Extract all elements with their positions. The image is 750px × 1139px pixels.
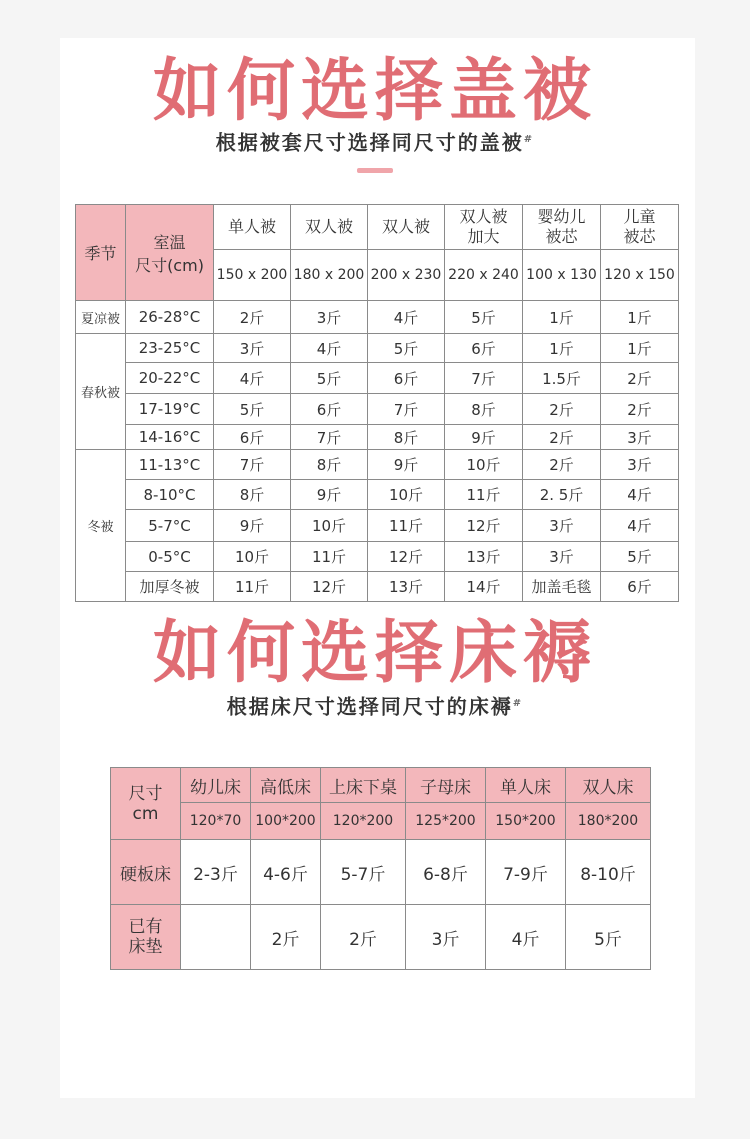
- weight-cell: 10斤: [368, 480, 445, 510]
- weight-cell: 加盖毛毯: [523, 572, 601, 602]
- weight-cell: 2斤: [251, 905, 321, 970]
- temp-cell: 0-5°C: [126, 542, 214, 572]
- weight-cell: 1斤: [523, 334, 601, 363]
- weight-cell: 5斤: [566, 905, 651, 970]
- column-header: 婴幼儿 被芯: [523, 205, 601, 250]
- column-size: 125*200: [406, 803, 486, 840]
- quilt-section-subtitle: [0, 126, 750, 157]
- weight-cell: 6-8斤: [406, 840, 486, 905]
- weight-cell: 7斤: [291, 425, 368, 450]
- weight-cell: 11斤: [291, 542, 368, 572]
- weight-cell: 2-3斤: [181, 840, 251, 905]
- weight-cell: 3斤: [523, 542, 601, 572]
- table-row: [76, 394, 679, 425]
- column-size: 200 x 230: [368, 250, 445, 301]
- table-row: [76, 542, 679, 572]
- weight-cell: 9斤: [214, 510, 291, 542]
- weight-cell: 9斤: [291, 480, 368, 510]
- table-row: [76, 363, 679, 394]
- weight-cell: 2斤: [601, 363, 679, 394]
- weight-cell: 1斤: [523, 301, 601, 334]
- table-row: [111, 905, 651, 970]
- header-size-label: 尺寸 cm: [111, 768, 181, 840]
- weight-cell: 6斤: [368, 363, 445, 394]
- row-label: 已有 床垫: [111, 905, 181, 970]
- weight-cell: [181, 905, 251, 970]
- weight-cell: 1斤: [601, 334, 679, 363]
- weight-cell: 8斤: [291, 450, 368, 480]
- weight-cell: 5斤: [368, 334, 445, 363]
- temp-cell: 26-28°C: [126, 301, 214, 334]
- weight-cell: 13斤: [445, 542, 523, 572]
- column-size: 150 x 200: [214, 250, 291, 301]
- weight-cell: 1.5斤: [523, 363, 601, 394]
- weight-cell: 8-10斤: [566, 840, 651, 905]
- weight-cell: 4斤: [214, 363, 291, 394]
- column-size: 100*200: [251, 803, 321, 840]
- table-row: [76, 334, 679, 363]
- table-row: [76, 510, 679, 542]
- temp-cell: 20-22°C: [126, 363, 214, 394]
- weight-cell: 3斤: [291, 301, 368, 334]
- mattress-subtitle-mark: #: [512, 698, 524, 709]
- column-header: 双人被 加大: [445, 205, 523, 250]
- table-row: [76, 572, 679, 602]
- header-temp: 室温: [153, 232, 186, 252]
- weight-cell: 13斤: [368, 572, 445, 602]
- temp-cell: 23-25°C: [126, 334, 214, 363]
- column-header: 儿童 被芯: [601, 205, 679, 250]
- mattress-section-title: 如何选择床褥: [152, 614, 597, 693]
- weight-cell: 11斤: [214, 572, 291, 602]
- weight-cell: 6斤: [445, 334, 523, 363]
- weight-cell: 5斤: [445, 301, 523, 334]
- weight-cell: 7斤: [214, 450, 291, 480]
- column-header: 单人床: [486, 768, 566, 803]
- quilt-subtitle-text: 根据被套尺寸选择同尺寸的盖被: [215, 130, 524, 155]
- weight-cell: 6斤: [291, 394, 368, 425]
- column-header: 双人被: [291, 205, 368, 250]
- title-divider: [357, 168, 393, 173]
- weight-cell: 11斤: [445, 480, 523, 510]
- temp-cell: 17-19°C: [126, 394, 214, 425]
- weight-cell: 3斤: [523, 510, 601, 542]
- column-header: 上床下桌: [321, 768, 406, 803]
- weight-cell: 5斤: [291, 363, 368, 394]
- weight-cell: 6斤: [601, 572, 679, 602]
- weight-cell: 8斤: [445, 394, 523, 425]
- table-row: [76, 301, 679, 334]
- weight-cell: 12斤: [445, 510, 523, 542]
- weight-cell: 4斤: [291, 334, 368, 363]
- weight-cell: 2斤: [321, 905, 406, 970]
- column-size: 120*70: [181, 803, 251, 840]
- table-row: [76, 425, 679, 450]
- weight-cell: 2斤: [523, 425, 601, 450]
- weight-cell: 10斤: [445, 450, 523, 480]
- column-header: 双人床: [566, 768, 651, 803]
- header-size: 尺寸(cm): [135, 255, 204, 275]
- mattress-subtitle-text: 根据床尺寸选择同尺寸的床褥: [226, 694, 513, 719]
- column-size: 180*200: [566, 803, 651, 840]
- weight-cell: 1斤: [601, 301, 679, 334]
- row-label: 硬板床: [111, 840, 181, 905]
- weight-cell: 10斤: [291, 510, 368, 542]
- weight-cell: 11斤: [368, 510, 445, 542]
- weight-cell: 9斤: [445, 425, 523, 450]
- weight-cell: 14斤: [445, 572, 523, 602]
- weight-cell: 4斤: [601, 480, 679, 510]
- weight-cell: 3斤: [601, 425, 679, 450]
- weight-cell: 2斤: [214, 301, 291, 334]
- temp-cell: 加厚冬被: [126, 572, 214, 602]
- weight-cell: 2. 5斤: [523, 480, 601, 510]
- weight-cell: 9斤: [368, 450, 445, 480]
- mattress-section-subtitle: [0, 690, 750, 721]
- quilt-weight-table: [75, 204, 679, 602]
- weight-cell: 12斤: [368, 542, 445, 572]
- column-size: 150*200: [486, 803, 566, 840]
- weight-cell: 7斤: [445, 363, 523, 394]
- weight-cell: 8斤: [368, 425, 445, 450]
- column-header: 双人被: [368, 205, 445, 250]
- weight-cell: 2斤: [523, 394, 601, 425]
- column-size: 180 x 200: [291, 250, 368, 301]
- weight-cell: 6斤: [214, 425, 291, 450]
- weight-cell: 3斤: [406, 905, 486, 970]
- weight-cell: 5-7斤: [321, 840, 406, 905]
- weight-cell: 5斤: [214, 394, 291, 425]
- mattress-weight-table: [110, 767, 651, 970]
- weight-cell: 4-6斤: [251, 840, 321, 905]
- weight-cell: 3斤: [601, 450, 679, 480]
- column-size: 120*200: [321, 803, 406, 840]
- weight-cell: 8斤: [214, 480, 291, 510]
- temp-cell: 5-7°C: [126, 510, 214, 542]
- column-size: 100 x 130: [523, 250, 601, 301]
- header-season: 季节: [76, 205, 126, 301]
- season-label: 夏凉被: [76, 301, 126, 334]
- column-header: 幼儿床: [181, 768, 251, 803]
- weight-cell: 4斤: [601, 510, 679, 542]
- column-header: 子母床: [406, 768, 486, 803]
- weight-cell: 4斤: [368, 301, 445, 334]
- weight-cell: 4斤: [486, 905, 566, 970]
- temp-cell: 11-13°C: [126, 450, 214, 480]
- weight-cell: 7斤: [368, 394, 445, 425]
- weight-cell: 7-9斤: [486, 840, 566, 905]
- season-label: 春秋被: [76, 334, 126, 450]
- temp-cell: 8-10°C: [126, 480, 214, 510]
- season-label: 冬被: [76, 450, 126, 602]
- quilt-section-title: 如何选择盖被: [152, 52, 597, 131]
- column-size: 220 x 240: [445, 250, 523, 301]
- weight-cell: 10斤: [214, 542, 291, 572]
- table-row: [76, 450, 679, 480]
- temp-cell: 14-16°C: [126, 425, 214, 450]
- weight-cell: 12斤: [291, 572, 368, 602]
- column-header: 高低床: [251, 768, 321, 803]
- table-row: [111, 840, 651, 905]
- weight-cell: 2斤: [523, 450, 601, 480]
- weight-cell: 2斤: [601, 394, 679, 425]
- table-row: [76, 480, 679, 510]
- quilt-subtitle-mark: #: [523, 134, 535, 145]
- column-header: 单人被: [214, 205, 291, 250]
- weight-cell: 3斤: [214, 334, 291, 363]
- column-size: 120 x 150: [601, 250, 679, 301]
- header-temp-size: [126, 205, 214, 301]
- weight-cell: 5斤: [601, 542, 679, 572]
